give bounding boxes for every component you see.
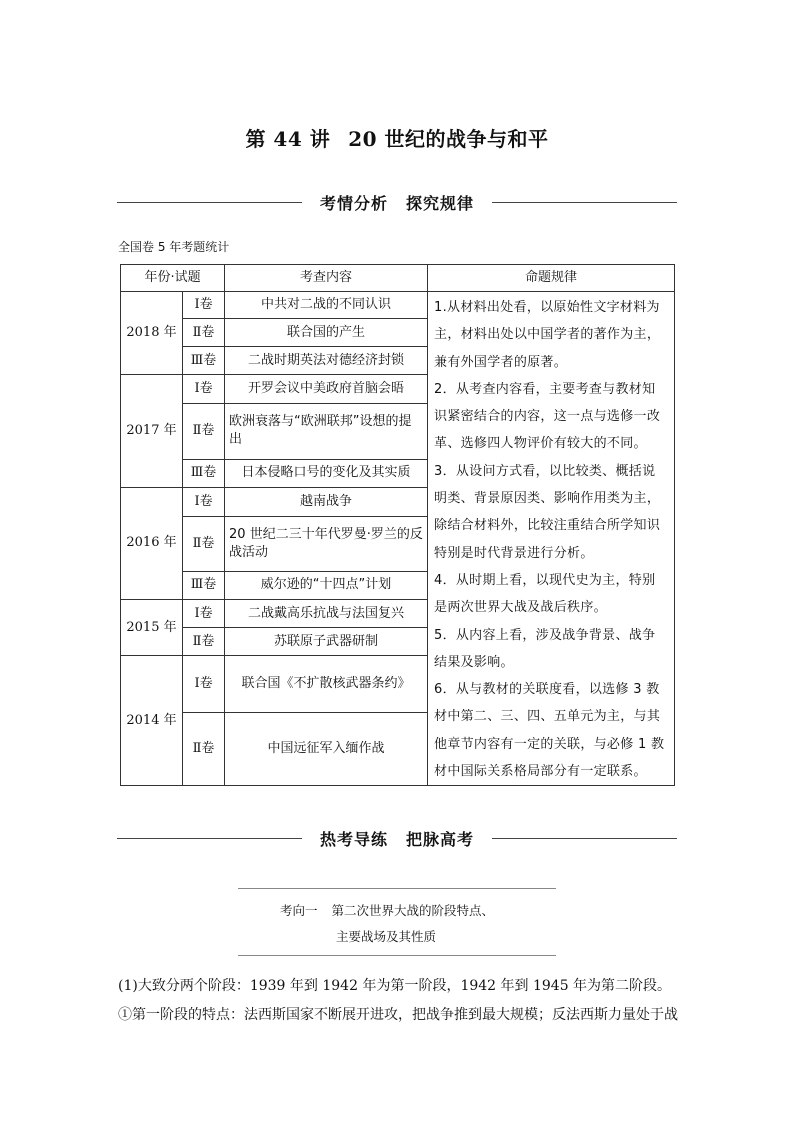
lesson-title: 20 世纪的战争与和平 [348,127,549,151]
section-header-practice [117,825,677,851]
paper-cell: Ⅲ卷 [183,347,225,375]
paper-cell: Ⅲ卷 [183,459,225,487]
paper-cell: Ⅰ卷 [183,292,225,319]
section-title-left: 热考导练 [319,830,388,849]
header-rules: 命题规律 [428,265,675,292]
rule-line: 革、选修四人物评价有较大的不同。 [434,436,647,452]
divider-line [492,838,677,839]
topic-cell: 联合国的产生 [225,319,428,347]
paper-cell: Ⅱ卷 [183,628,225,656]
divider-line [492,202,677,203]
section-title-right: 探究规律 [406,194,475,213]
topic-line-2: 主要战场及其性质 [336,929,437,944]
rule-line: 3．从设问方式看，以比较类、概括说 [434,463,656,479]
page-title [0,123,794,152]
table-header-row [121,265,675,292]
rule-line: 特别是时代背景进行分析。 [434,545,594,561]
paper-cell: Ⅰ卷 [183,599,225,628]
header-year-paper: 年份·试题 [121,265,225,292]
rule-line: 明类、背景原因类、影响作用类为主， [434,491,661,507]
year-cell: 2018 年 [121,292,183,375]
topic-cell: 威尔逊的“十四点”计划 [225,571,428,599]
rule-line: 1.从材料出处看，以原始性文字材料为 [434,300,660,315]
topic-cell: 日本侵略口号的变化及其实质 [225,459,428,487]
lesson-number: 第 44 讲 [245,127,331,151]
rule-line: 2．从考查内容看，主要考查与教材知 [434,381,656,397]
header-content: 考查内容 [225,265,428,292]
paper-cell: Ⅲ卷 [183,571,225,599]
rule-line: 5．从内容上看，涉及战争背景、战争 [434,627,656,643]
exam-statistics-table [120,264,675,786]
section-title-left: 考情分析 [319,194,388,213]
year-cell: 2017 年 [121,375,183,488]
rule-line: 兼有外国学者的原著。 [434,354,568,370]
rule-line: 4．从时期上看，以现代史为主，特别 [434,572,656,588]
topic-cell: 中共对二战的不同认识 [225,292,428,319]
table-row [121,292,675,319]
topic-cell: 中国远征军入缅作战 [225,713,428,786]
paper-cell: Ⅰ卷 [183,656,225,713]
body-paragraph: ①第一阶段的特点：法西斯国家不断展开进攻，把战争推到最大规模；反法西斯力量处于战 [118,1007,678,1023]
paper-cell: Ⅱ卷 [183,713,225,786]
rule-line: 他章节内容有一定的关联，与必修 1 教 [434,736,665,752]
rules-cell [428,292,675,786]
topic-direction-box [238,888,556,956]
section-header-analysis [117,189,677,215]
topic-cell: 20 世纪二三十年代罗曼·罗兰的反战活动 [225,516,428,571]
body-paragraph: (1)大致分两个阶段：1939 年到 1942 年为第一阶段，1942 年到 1945 年为第二阶段。 [118,978,672,994]
rule-line: 除结合材料外，比较注重结合所学知识 [434,518,661,534]
paper-cell: Ⅱ卷 [183,403,225,459]
topic-label: 考向一 [280,903,318,918]
rule-line: 结果及影响。 [434,654,514,670]
topic-cell: 欧洲衰落与“欧洲联邦”设想的提出 [225,403,428,459]
rule-line: 材中国际关系格局部分有一定联系。 [434,764,647,780]
topic-cell: 开罗会议中美政府首脑会晤 [225,375,428,404]
paper-cell: Ⅰ卷 [183,487,225,516]
topic-line-1: 第二次世界大战的阶段特点、 [331,903,495,918]
topic-cell: 二战戴高乐抗战与法国复兴 [225,599,428,628]
topic-cell: 二战时期英法对德经济封锁 [225,347,428,375]
rule-line: 识紧密结合的内容，这一点与选修一改 [434,409,661,425]
rule-line: 材中第二、三、四、五单元为主，与其 [434,709,661,725]
paper-cell: Ⅱ卷 [183,516,225,571]
section-title-right: 把脉高考 [406,830,475,849]
topic-cell: 苏联原子武器研制 [225,628,428,656]
year-cell: 2014 年 [121,656,183,786]
rule-line: 6．从与教材的关联度看，以选修 3 教 [434,682,660,698]
paper-cell: Ⅰ卷 [183,375,225,404]
rule-line: 主，材料出处以中国学者的著作为主， [434,327,661,343]
rule-line: 是两次世界大战及战后秩序。 [434,600,607,616]
paper-cell: Ⅱ卷 [183,319,225,347]
table-caption: 全国卷 5 年考题统计 [118,240,230,254]
year-cell: 2015 年 [121,599,183,656]
topic-cell: 越南战争 [225,487,428,516]
topic-cell: 联合国《不扩散核武器条约》 [225,656,428,713]
year-cell: 2016 年 [121,487,183,599]
